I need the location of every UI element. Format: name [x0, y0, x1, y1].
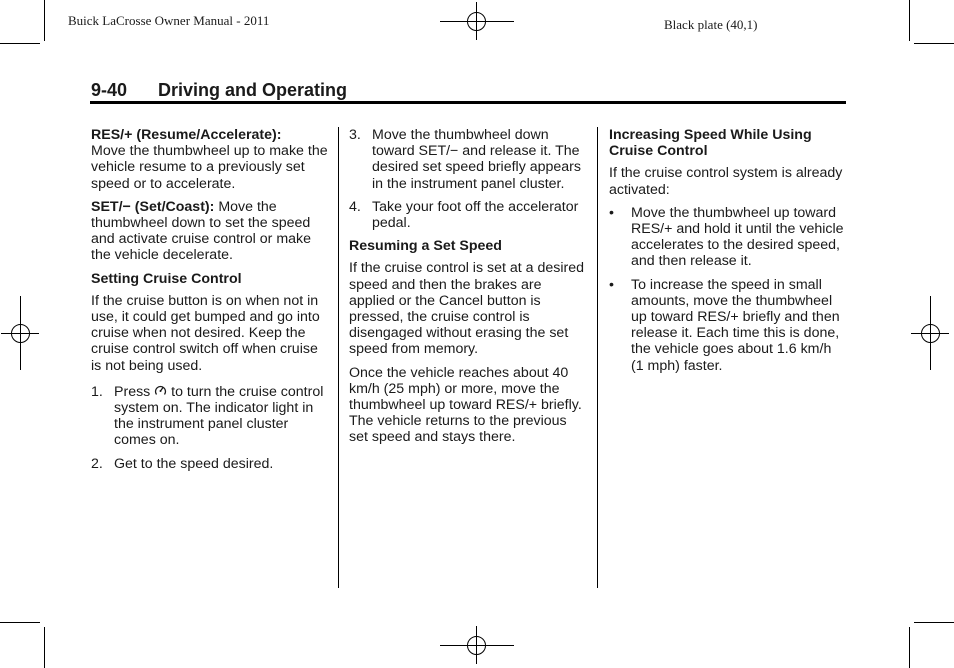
list-item — [91, 456, 331, 472]
res-definition — [91, 127, 331, 192]
list-item — [91, 384, 331, 449]
set-term: SET/− (Set/Coast): — [91, 198, 215, 215]
column-divider — [338, 127, 339, 588]
cruise-control-icon — [154, 384, 167, 397]
heading-rule — [90, 101, 846, 104]
registration-line — [440, 21, 514, 22]
step-number: 2. — [91, 455, 103, 472]
resuming-text: If the cruise control is set at a desired speed and then the brakes are applied or the Cancel button is pressed, the cruise control is disengaged without erasing the set speed from memory. — [349, 260, 584, 358]
step-text: Move the thumbwheel down toward SET/− and release it. The desired set speed briefly appears in the instrument panel cluster. — [372, 127, 581, 192]
step-text: Take your foot off the accelerator pedal. — [372, 198, 579, 232]
step-text: Get to the speed desired. — [114, 455, 274, 472]
step-text-post: to turn the cruise control system on. The indicator light in the instrument panel cluster comes on. — [114, 383, 324, 449]
list-item — [349, 127, 589, 192]
registration-line — [930, 296, 931, 370]
list-item — [349, 199, 589, 231]
crop-mark — [0, 622, 40, 623]
increasing-heading: Increasing Speed While Using Cruise Control — [609, 127, 812, 160]
column-1 — [91, 127, 331, 479]
column-2 — [349, 127, 589, 453]
resuming-heading: Resuming a Set Speed — [349, 238, 502, 255]
res-text: Move the thumbwheel up to make the vehicle resume to a previously set speed or to accelerate. — [91, 143, 328, 192]
step-text-pre: Press — [114, 383, 155, 400]
list-item — [609, 205, 846, 270]
registration-line — [440, 645, 514, 646]
crop-mark — [0, 43, 40, 44]
column-3 — [609, 127, 846, 381]
bullet: • — [609, 204, 614, 221]
step-number: 3. — [349, 127, 361, 143]
page-title — [91, 80, 347, 101]
section-title: Driving and Operating — [158, 80, 348, 100]
list-item — [609, 277, 846, 374]
res-term: RES/+ (Resume/Accelerate): — [91, 127, 282, 143]
crop-mark — [44, 627, 45, 668]
set-definition — [91, 199, 331, 264]
plate-label: Black plate (40,1) — [664, 17, 758, 32]
once-text: Once the vehicle reaches about 40 km/h (25 mph) or more, move the thumbwheel up toward RES/+ briefly. The vehicle returns to the previous set speed and stays there. — [349, 364, 582, 446]
bullet-text: Move the thumbwheel up toward RES/+ and hold it until the vehicle accelerates to the desired speed, and then release it. — [631, 204, 844, 270]
step-number: 1. — [91, 383, 103, 400]
crop-mark — [914, 622, 954, 623]
set-text: Move the thumbwheel down to set the speed and activate cruise control or make the vehicle decelerate. — [91, 198, 312, 264]
crop-mark — [909, 0, 910, 41]
step-number: 4. — [349, 198, 361, 215]
column-divider — [597, 127, 598, 588]
crop-mark — [909, 627, 910, 668]
bullet-text: To increase the speed in small amounts, move the thumbwheel up toward RES/+ briefly and then release it. Each time this is done, the vehicle goes about 1.6 km/h (1 mph) faster. — [631, 276, 840, 374]
setting-text: If the cruise button is on when not in use, it could get bumped and go into cruise when not desired. Keep the cruise control switch off when cruise is not being used. — [91, 292, 320, 374]
manual-title: Buick LaCrosse Owner Manual - 2011 — [68, 13, 270, 28]
crop-mark — [44, 0, 45, 41]
bullet: • — [609, 276, 614, 293]
page-number: 9-40 — [91, 80, 128, 100]
crop-mark — [914, 43, 954, 44]
registration-line — [20, 296, 21, 370]
intro-text: If the cruise control system is already activated: — [609, 165, 843, 198]
setting-heading: Setting Cruise Control — [91, 270, 242, 287]
